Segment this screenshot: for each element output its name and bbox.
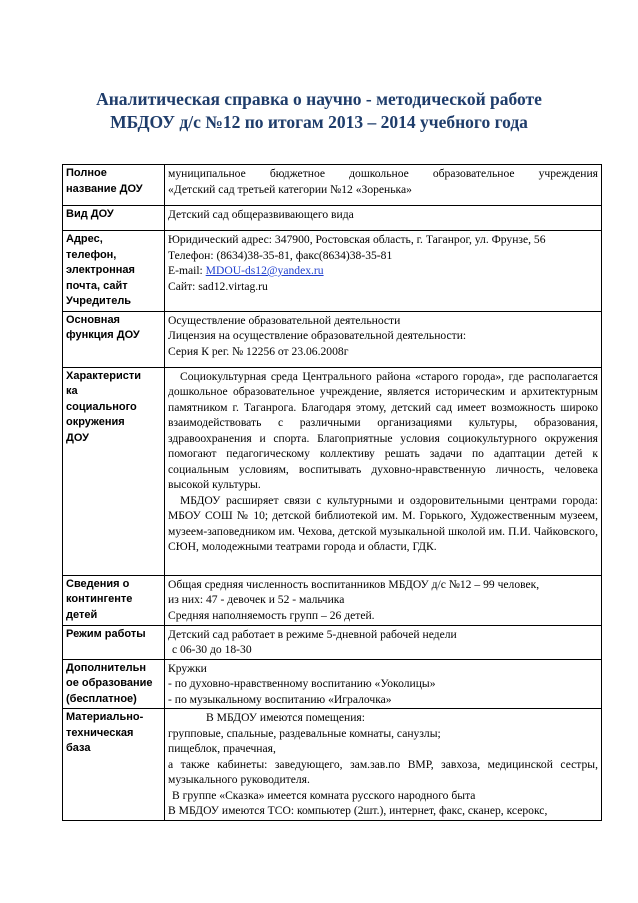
table-row — [63, 367, 602, 575]
document-title — [0, 88, 638, 134]
table-row — [63, 206, 602, 231]
row-value: Кружки - по духовно-нравственному воспитанию «Уоколицы» - по музыкальному воспитанию «Игралочка» — [165, 659, 602, 709]
title-line-2: МБДОУ д/с №12 по итогам 2013 – 2014 учебного года — [110, 112, 528, 132]
table-row — [63, 659, 602, 709]
row-value — [165, 367, 602, 575]
row-value: муниципальное бюджетное дошкольное образовательное учреждения «Детский сад третьей категории №12 «Зоренька» — [165, 165, 602, 206]
row-value: Осуществление образовательной деятельности Лицензия на осуществление образовательной деятельности: Серия К рег. № 12256 от 23.06.2008г — [165, 311, 602, 367]
row-label: Вид ДОУ — [63, 206, 165, 231]
row-value: Общая средняя численность воспитанников МБДОУ д/с №12 – 99 человек, из них: 47 - девочек и 52 - мальчика Средняя наполняемость групп – 26 детей. — [165, 575, 602, 625]
email-link[interactable]: MDOU-ds12@yandex.ru — [205, 264, 324, 277]
row-label: Материально- техническая база — [63, 709, 165, 821]
paragraph: МБДОУ расширяет связи с культурными и оздоровительными центрами города: МБОУ СОШ № 10; детской библиотекой им. М. Горького, Художественным музеем, музеем-заповедником им. Чехова, детской музыкальной школой им. П.И. Чайковского, СЮН, молодежными театрами города и области, ГДК. — [168, 493, 598, 553]
table-row — [63, 231, 602, 312]
paragraph: Социокультурная среда Центрального района «старого города», где располагается дошкольное образовательное учреждение, является историческим и архитектурным памятником г. Таганрога. Благодаря этому, детский сад имеет возможность широко взаимодействовать с различными организациями культуры, образования, здравоохранения и спорта. Благоприятные условия социокультурного окружения помогают педагогическому коллективу решать задачи по адаптации детей к социальным условиям, воспитывать духовно-нравственную личность, человека высокой культуры. — [168, 369, 598, 491]
row-value: Детский сад работает в режиме 5-дневной рабочей недели с 06-30 до 18-30 — [165, 625, 602, 659]
row-label: Характеристи ка социального окружения ДОУ — [63, 367, 165, 575]
info-table — [62, 164, 602, 821]
row-label: Дополнительн ое образование (бесплатное) — [63, 659, 165, 709]
table-row — [63, 575, 602, 625]
title-line-1: Аналитическая справка о научно - методической работе — [96, 89, 542, 109]
table-row — [63, 311, 602, 367]
row-value: Юридический адрес: 347900, Ростовская область, г. Таганрог, ул. Фрунзе, 56 Телефон: (8634)38-35-81, факс(8634)38-35-81 E-mail: MDOU-ds12@yandex.ru Сайт: sad12.virtag.ru — [165, 231, 602, 312]
table-row — [63, 709, 602, 821]
row-label: Режим работы — [63, 625, 165, 659]
row-label: Адрес, телефон, электронная почта, сайт Учредитель — [63, 231, 165, 312]
row-value: В МБДОУ имеются помещения: групповые, спальные, раздевальные комнаты, санузлы; пищеблок, прачечная, а также кабинеты: заведующего, зам.зав.по ВМР, завхоза, медицинской сестры, музыкального руководителя. В группе «Сказка» имеется комната русского народного быта В МБДОУ имеются ТСО: компьютер (2шт.), интернет, факс, сканер, ксерокс, — [165, 709, 602, 821]
row-value: Детский сад общеразвивающего вида — [165, 206, 602, 231]
row-label: Полное название ДОУ — [63, 165, 165, 206]
table-row — [63, 165, 602, 206]
row-label: Основная функция ДОУ — [63, 311, 165, 367]
row-label: Сведения о контингенте детей — [63, 575, 165, 625]
table-row — [63, 625, 602, 659]
